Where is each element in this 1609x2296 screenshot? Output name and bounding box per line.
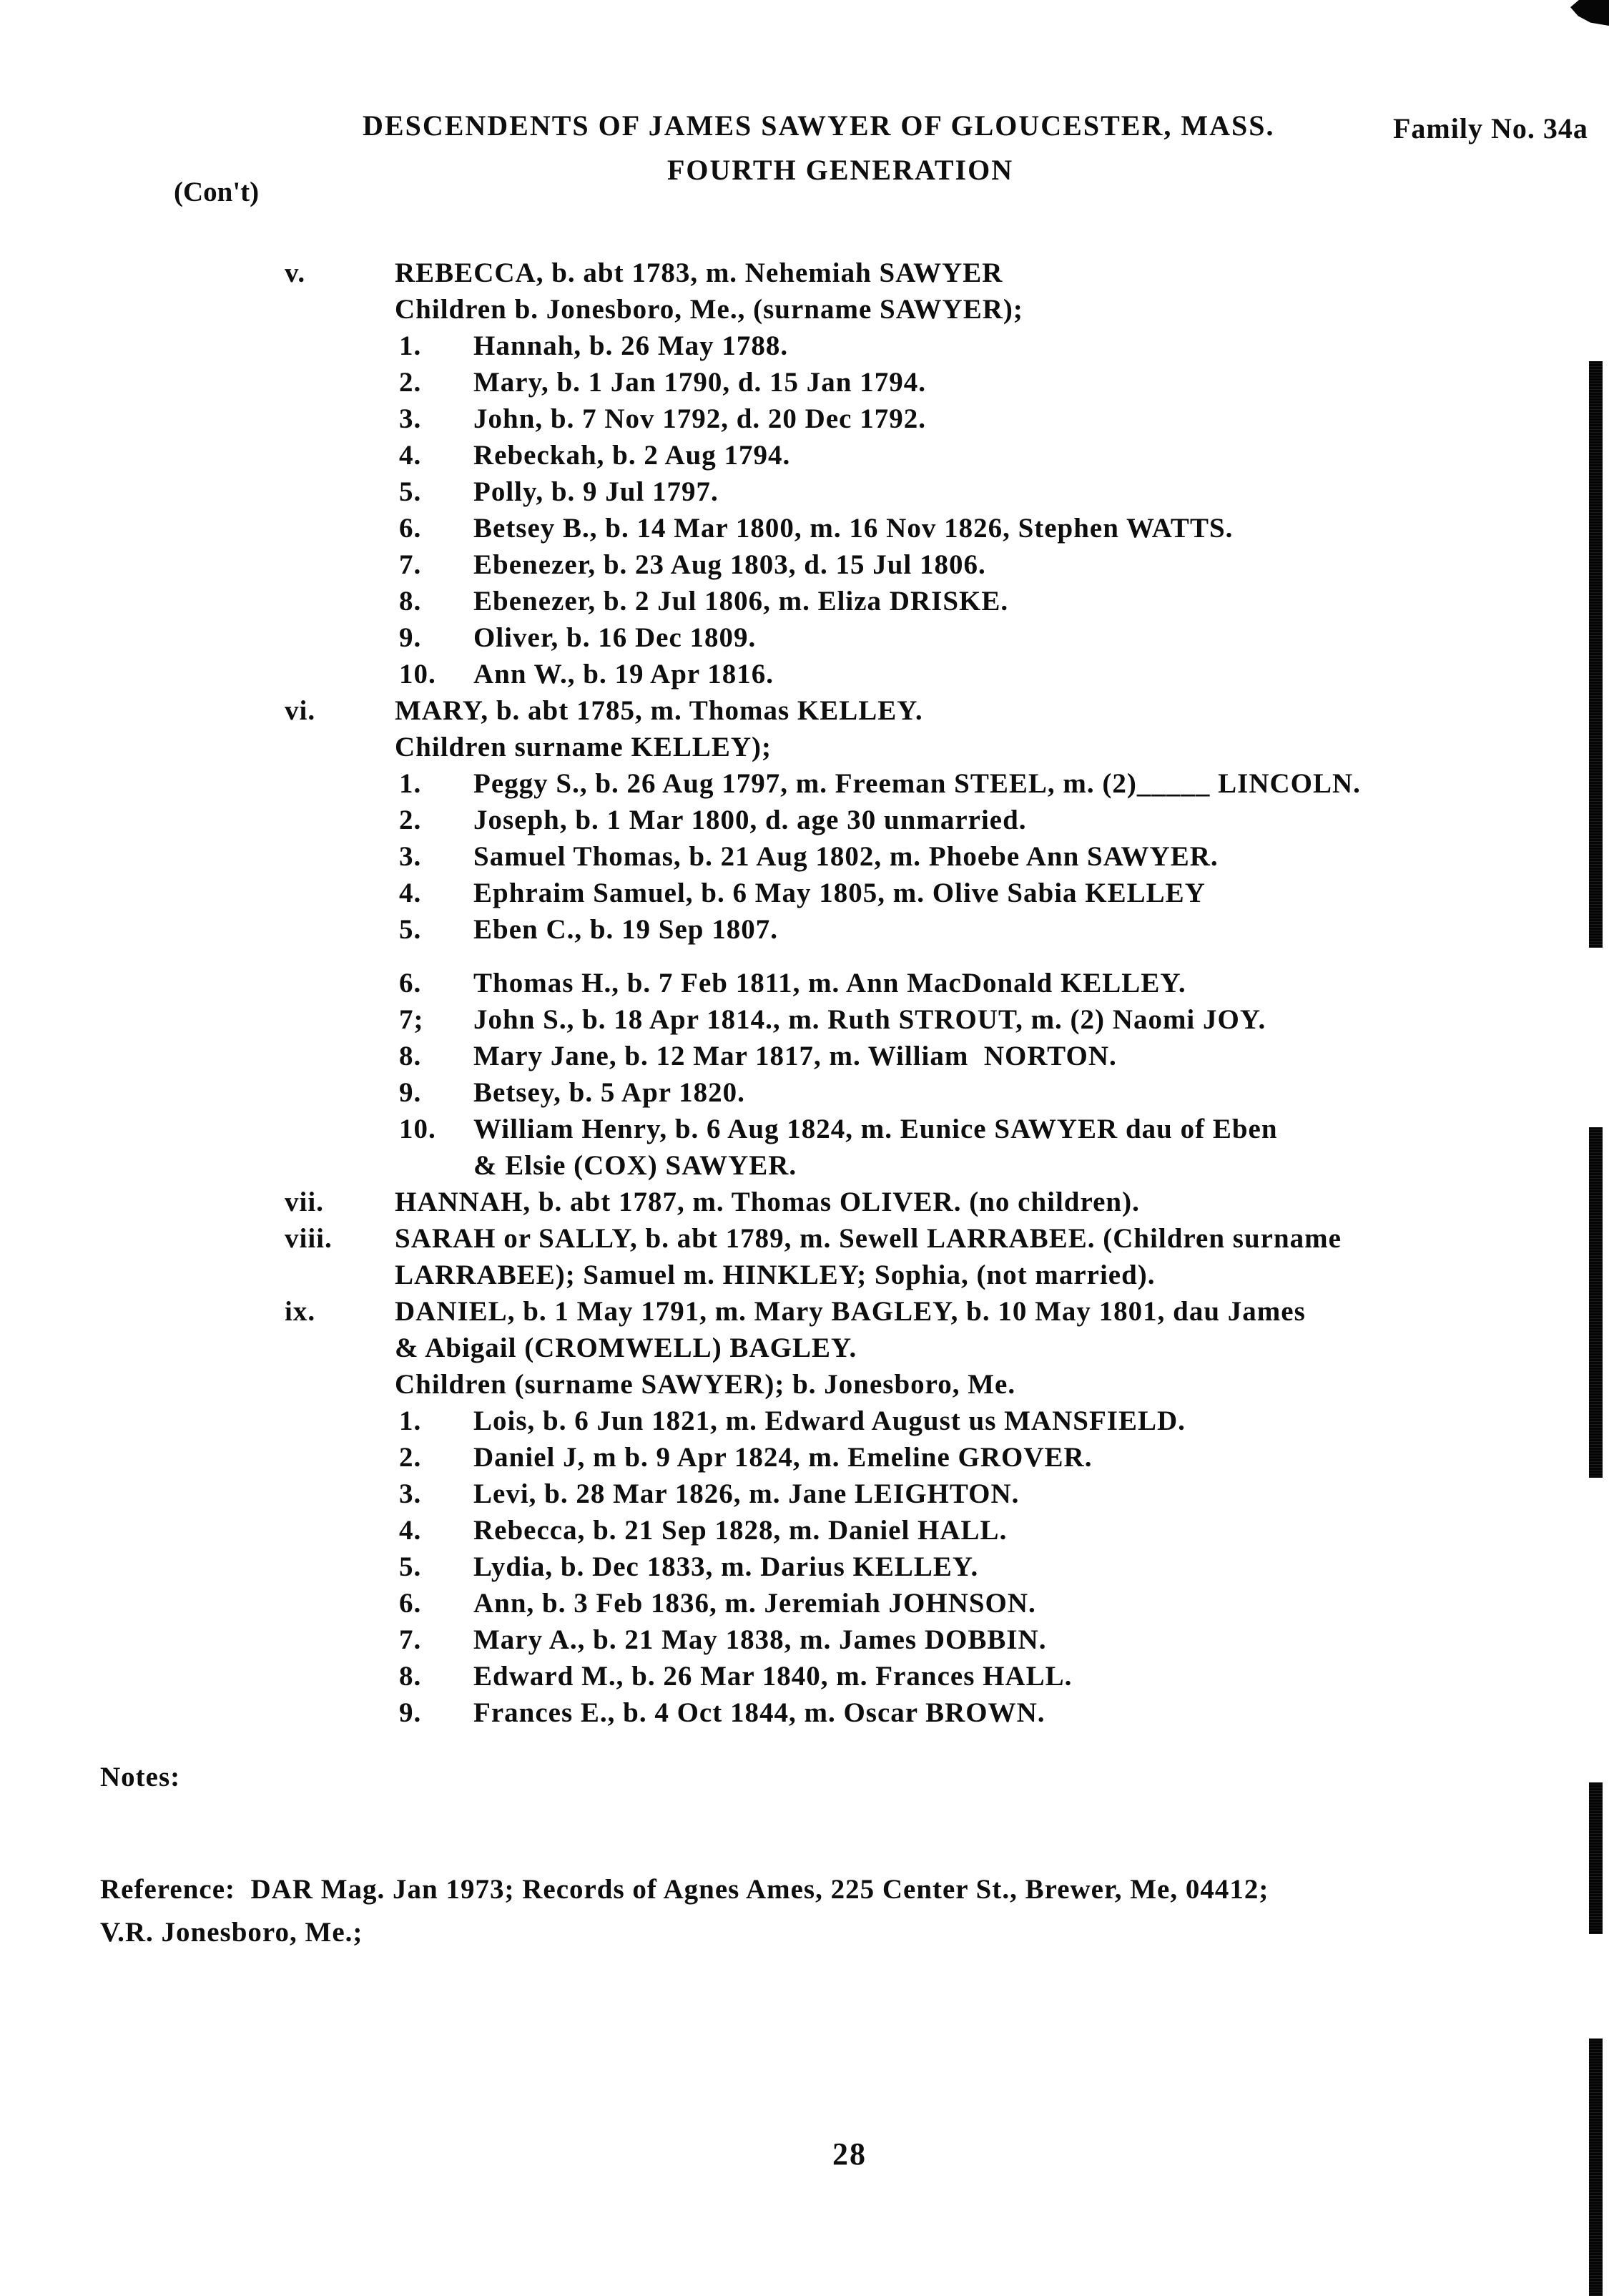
child-number: 5. [399,476,422,507]
scan-artifact-bar-3 [1589,1782,1603,1934]
child-row [0,875,1609,911]
section-heading: HANNAH, b. abt 1787, m. Thomas OLIVER. (no children). [395,1187,1140,1217]
child-number: 8. [399,1041,422,1071]
section-heading-continuation: LARRABEE); Samuel m. HINKLEY; Sophia, (not married). [395,1260,1156,1290]
reference-line-2: V.R. Jonesboro, Me.; [100,1917,363,1948]
child-text: Daniel J, m b. 9 Apr 1824, m. Emeline GROVER. [473,1442,1093,1473]
child-row [0,364,1609,401]
child-number: 8. [399,1661,422,1692]
child-row [0,765,1609,802]
child-text: Samuel Thomas, b. 21 Aug 1802, m. Phoebe Ann SAWYER. [473,841,1219,872]
child-text: Betsey, b. 5 Apr 1820. [473,1077,745,1108]
child-row [0,1512,1609,1549]
child-number: 2. [399,367,422,398]
child-row [0,1585,1609,1622]
child-text: Mary A., b. 21 May 1838, m. James DOBBIN. [473,1624,1047,1655]
child-text: Rebeckah, b. 2 Aug 1794. [473,440,791,471]
section-numeral: vi. [285,695,316,726]
child-row [0,474,1609,510]
child-row [0,1658,1609,1694]
section-header-row [0,1184,1609,1220]
child-row [0,1622,1609,1658]
section-subheading: Children (surname SAWYER); b. Jonesboro, Me. [395,1369,1016,1400]
child-text: Oliver, b. 16 Dec 1809. [473,622,757,653]
child-row [0,911,1609,948]
child-text: Lois, b. 6 Jun 1821, m. Edward August us MANSFIELD. [473,1405,1186,1436]
child-number: 4. [399,878,422,908]
continued-note: (Con't) [174,177,260,207]
child-text-continuation: & Elsie (COX) SAWYER. [473,1150,797,1181]
child-number: 4. [399,1515,422,1546]
child-row [0,1403,1609,1439]
child-row [0,1439,1609,1476]
child-text: Ann W., b. 19 Apr 1816. [473,659,774,690]
section-subheading-row [0,729,1609,765]
section-heading: DANIEL, b. 1 May 1791, m. Mary BAGLEY, b. 10 May 1801, dau James [395,1296,1306,1327]
section-subheading-row [0,291,1609,328]
child-number: 6. [399,1588,422,1619]
child-number: 3. [399,841,422,872]
child-text: Hannah, b. 26 May 1788. [473,330,789,361]
child-text: Eben C., b. 19 Sep 1807. [473,914,778,945]
child-text: Thomas H., b. 7 Feb 1811, m. Ann MacDonald KELLEY. [473,968,1186,999]
section-numeral: ix. [285,1296,316,1327]
child-number: 1. [399,1405,422,1436]
child-number: 7; [399,1004,424,1035]
child-text: Mary Jane, b. 12 Mar 1817, m. William NORTON. [473,1041,1117,1071]
child-number: 8. [399,586,422,617]
child-row [0,583,1609,619]
child-text: Lydia, b. Dec 1833, m. Darius KELLEY. [473,1551,979,1582]
child-number: 5. [399,1551,422,1582]
reference-line-1: Reference: DAR Mag. Jan 1973; Records of Agnes Ames, 225 Center St., Brewer, Me, 04412; [100,1874,1269,1905]
section-numeral: v. [285,257,306,288]
notes-label: Notes: [100,1762,181,1792]
child-row [0,1549,1609,1585]
section-header-row [0,1220,1609,1257]
reference-block [100,1868,1269,1954]
child-number: 7. [399,1624,422,1655]
child-text: Joseph, b. 1 Mar 1800, d. age 30 unmarried. [473,805,1027,835]
child-row [0,965,1609,1001]
child-number: 10. [399,659,436,690]
child-number: 3. [399,1478,422,1509]
child-number: 6. [399,968,422,999]
child-text: Ephraim Samuel, b. 6 May 1805, m. Olive Sabia KELLEY [473,878,1206,908]
section-heading: REBECCA, b. abt 1783, m. Nehemiah SAWYER [395,257,1003,288]
child-number: 2. [399,1442,422,1473]
child-continuation-row [0,1147,1609,1184]
child-text: John S., b. 18 Apr 1814., m. Ruth STROUT, m. (2) Naomi JOY. [473,1004,1266,1035]
child-text: Edward M., b. 26 Mar 1840, m. Frances HALL. [473,1661,1073,1692]
child-number: 6. [399,513,422,544]
child-row [0,1476,1609,1512]
child-row [0,1074,1609,1111]
section-header-row [0,1293,1609,1330]
page-title: DESCENDENTS OF JAMES SAWYER OF GLOUCESTER, MASS. [363,109,1275,142]
child-number: 7. [399,549,422,580]
genealogy-list [0,255,1609,1731]
page-subtitle: FOURTH GENERATION [667,154,1014,186]
child-number: 2. [399,805,422,835]
child-row [0,656,1609,692]
child-number: 1. [399,768,422,799]
section-numeral: viii. [285,1223,333,1254]
family-number: Family No. 34a [1393,112,1588,144]
section-heading: MARY, b. abt 1785, m. Thomas KELLEY. [395,695,923,726]
child-text: Ebenezer, b. 2 Jul 1806, m. Eliza DRISKE. [473,586,1009,617]
child-number: 9. [399,1697,422,1728]
child-text: Peggy S., b. 26 Aug 1797, m. Freeman STEEL, m. (2)_____ LINCOLN. [473,768,1361,799]
child-text: Rebecca, b. 21 Sep 1828, m. Daniel HALL. [473,1515,1008,1546]
child-row [0,546,1609,583]
child-text: John, b. 7 Nov 1792, d. 20 Dec 1792. [473,403,926,434]
child-row [0,1001,1609,1038]
child-number: 4. [399,440,422,471]
child-number: 9. [399,1077,422,1108]
child-text: Polly, b. 9 Jul 1797. [473,476,719,507]
child-text: William Henry, b. 6 Aug 1824, m. Eunice SAWYER dau of Eben [473,1114,1278,1144]
child-row [0,1694,1609,1731]
child-row [0,401,1609,437]
child-text: Ebenezer, b. 23 Aug 1803, d. 15 Jul 1806. [473,549,986,580]
child-row [0,1038,1609,1074]
section-heading-continuation-row [0,1330,1609,1366]
child-text: Betsey B., b. 14 Mar 1800, m. 16 Nov 1826, Stephen WATTS. [473,513,1234,544]
paragraph-gap [0,948,1609,965]
child-text: Mary, b. 1 Jan 1790, d. 15 Jan 1794. [473,367,926,398]
child-row [0,838,1609,875]
child-number: 1. [399,330,422,361]
child-number: 9. [399,622,422,653]
child-row [0,802,1609,838]
child-text: Levi, b. 28 Mar 1826, m. Jane LEIGHTON. [473,1478,1020,1509]
child-row [0,1111,1609,1147]
child-text: Ann, b. 3 Feb 1836, m. Jeremiah JOHNSON. [473,1588,1036,1619]
child-row [0,437,1609,474]
child-number: 5. [399,914,422,945]
section-heading-continuation: & Abigail (CROMWELL) BAGLEY. [395,1333,857,1363]
section-heading-continuation-row [0,1257,1609,1293]
section-heading: SARAH or SALLY, b. abt 1789, m. Sewell LARRABEE. (Children surname [395,1223,1342,1254]
child-text: Frances E., b. 4 Oct 1844, m. Oscar BROWN. [473,1697,1045,1728]
section-subheading: Children b. Jonesboro, Me., (surname SAWYER); [395,294,1023,325]
child-row [0,510,1609,546]
page-number: 28 [832,2136,867,2172]
child-row [0,328,1609,364]
section-header-row [0,255,1609,291]
scan-artifact-bar-4 [1589,2039,1603,2296]
scan-artifact-bar-2 [1589,1127,1603,1478]
section-subheading-row [0,1366,1609,1403]
section-numeral: vii. [285,1187,324,1217]
child-row [0,619,1609,656]
scan-artifact-corner [1570,0,1609,26]
section-subheading: Children surname KELLEY); [395,732,772,762]
scan-artifact-bar-1 [1589,361,1603,948]
child-number: 3. [399,403,422,434]
child-number: 10. [399,1114,436,1144]
section-header-row [0,692,1609,729]
